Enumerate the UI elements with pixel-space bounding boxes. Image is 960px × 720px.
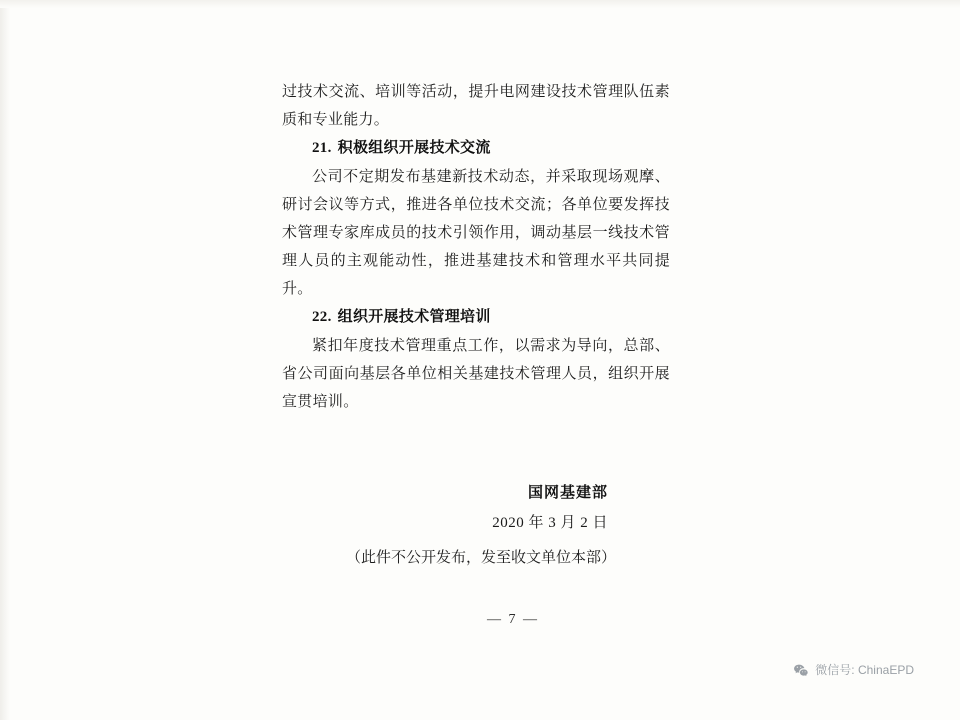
section-title-22: 组织开展技术管理培训 [337,309,491,325]
watermark-text: 微信号: ChinaEPD [815,663,914,677]
watermark [793,661,914,678]
signature-spacer [282,416,670,478]
continued-paragraph: 过技术交流、培训等活动，提升电网建设技术管理队伍素质和专业能力。 [282,84,670,128]
section-heading-21 [282,134,670,163]
paper-edge-top [0,0,960,8]
distribution-note: （此件不公开发布，发至收文单位本部） [345,550,616,566]
signature-organization: 国网基建部 [527,485,608,501]
page-number: — 7 — [487,612,539,627]
document-body [282,78,670,572]
wechat-icon [793,662,809,678]
section-number-21: 21. [312,140,332,156]
section-title-21: 积极组织开展技术交流 [337,140,491,156]
section-number-22: 22. [312,309,332,325]
section-body-22: 紧扣年度技术管理重点工作，以需求为导向，总部、省公司面向基层各单位相关基建技术管理人员，组织开展宣贯培训。 [282,338,670,410]
section-body-21: 公司不定期发布基建新技术动态，并采取现场观摩、研讨会议等方式，推进各单位技术交流；各单位要发挥技术管理专家库成员的技术引领作用，调动基层一线技术管理人员的主观能动性，推进基建技术和管理水平共同提升。 [282,169,670,297]
signature-block [282,478,670,538]
section-heading-22 [282,303,670,332]
signature-date: 2020 年 3 月 2 日 [492,515,608,531]
